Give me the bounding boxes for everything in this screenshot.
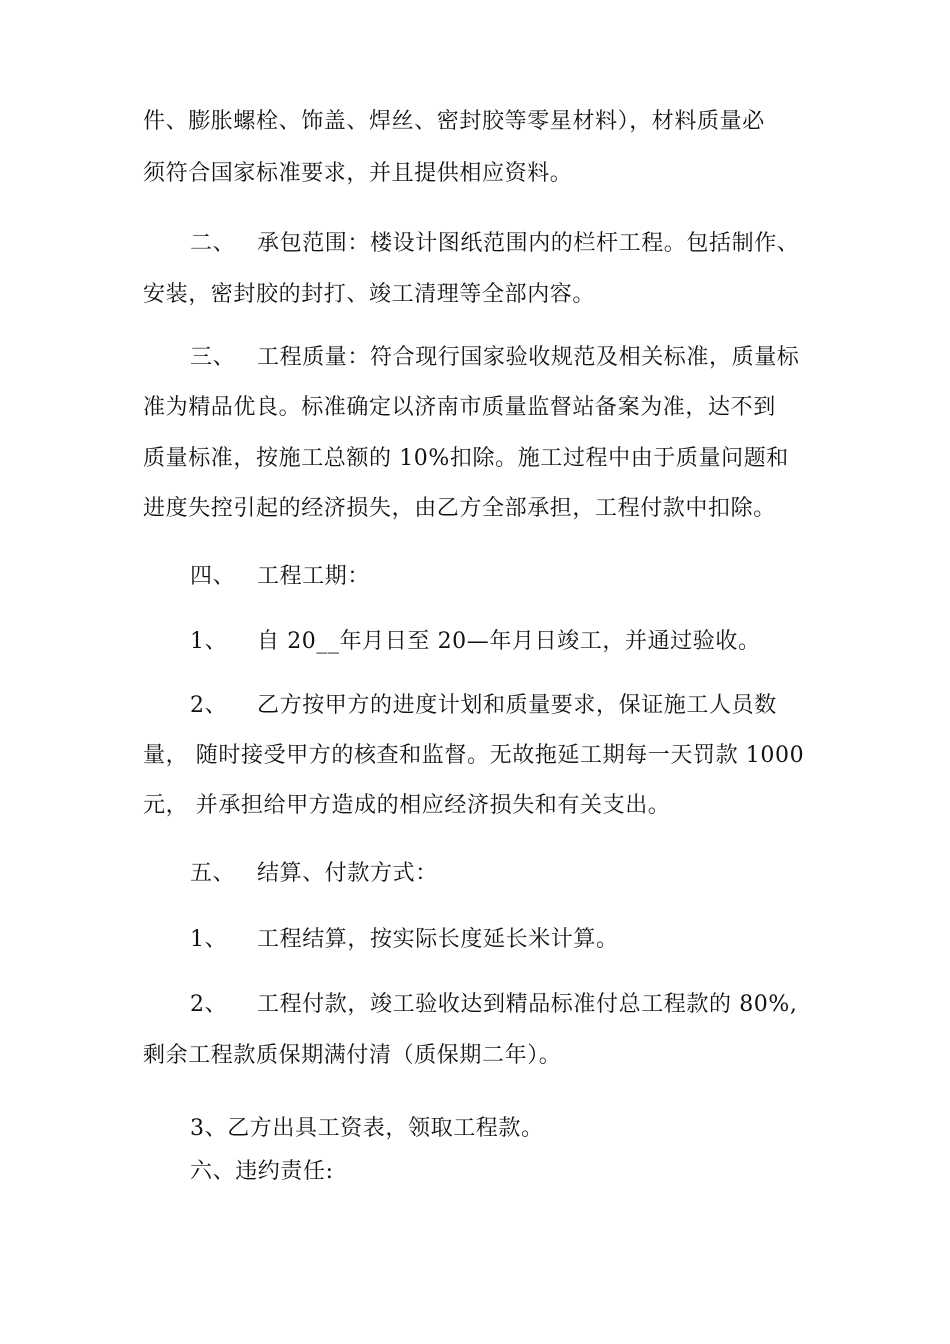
item-text: 工程结算，按实际长度延长米计算。 [257,927,619,952]
section-number: 五、 [190,861,236,886]
text-line: 安装，密封胶的封打、竣工清理等全部内容。 [143,282,596,307]
section-heading-scope [190,229,870,259]
section-heading-quality [190,343,870,373]
section-number: 二、 [190,231,236,256]
text-line: 进度失控引起的经济损失，由乙方全部承担，工程付款中扣除。 [143,496,776,521]
item-text: 乙方按甲方的进度计划和质量要求，保证施工人员数 [257,693,777,718]
item-number: 1、 [190,629,228,654]
text-line: 件、膨胀螺栓、饰盖、焊丝、密封胶等零星材料），材料质量必 [143,109,765,134]
section-text: 工程质量：符合现行国家验收规范及相关标准，质量标 [257,345,800,370]
section-number: 四、 [190,564,236,589]
section-number: 三、 [190,345,236,370]
list-item [190,925,870,955]
list-item [190,990,870,1020]
item-number: 1、 [190,927,228,952]
section-heading-payment [190,859,870,889]
list-item [190,691,870,721]
section-heading-schedule [190,562,870,592]
text-line: 元， 并承担给甲方造成的相应经济损失和有关支出。 [143,793,671,818]
text-line: 量， 随时接受甲方的核查和监督。无故拖延工期每一天罚款 1000 [143,743,805,768]
text-line: 准为精品优良。标准确定以济南市质量监督站备案为准，达不到 [143,395,776,420]
item-number: 2、 [190,992,228,1017]
section-text: 结算、付款方式： [257,861,438,886]
section-text: 承包范围：楼设计图纸范围内的栏杆工程。包括制作、 [257,231,800,256]
section-heading-liability: 六、违约责任: [190,1159,334,1184]
text-line: 质量标准，按施工总额的 10%扣除。施工过程中由于质量问题和 [143,446,789,471]
item-number: 2、 [190,693,228,718]
item-text: 自 20__年月日至 20—年月日竣工，并通过验收。 [257,629,761,654]
text-line: 须符合国家标准要求，并且提供相应资料。 [143,161,573,186]
section-text: 工程工期： [257,564,371,589]
list-item [190,627,870,657]
list-item: 3、乙方出具工资表，领取工程款。 [190,1116,544,1141]
text-line: 剩余工程款质保期满付清（质保期二年）。 [143,1043,562,1068]
item-text: 工程付款，竣工验收达到精品标准付总工程款的 80%, [257,992,798,1017]
